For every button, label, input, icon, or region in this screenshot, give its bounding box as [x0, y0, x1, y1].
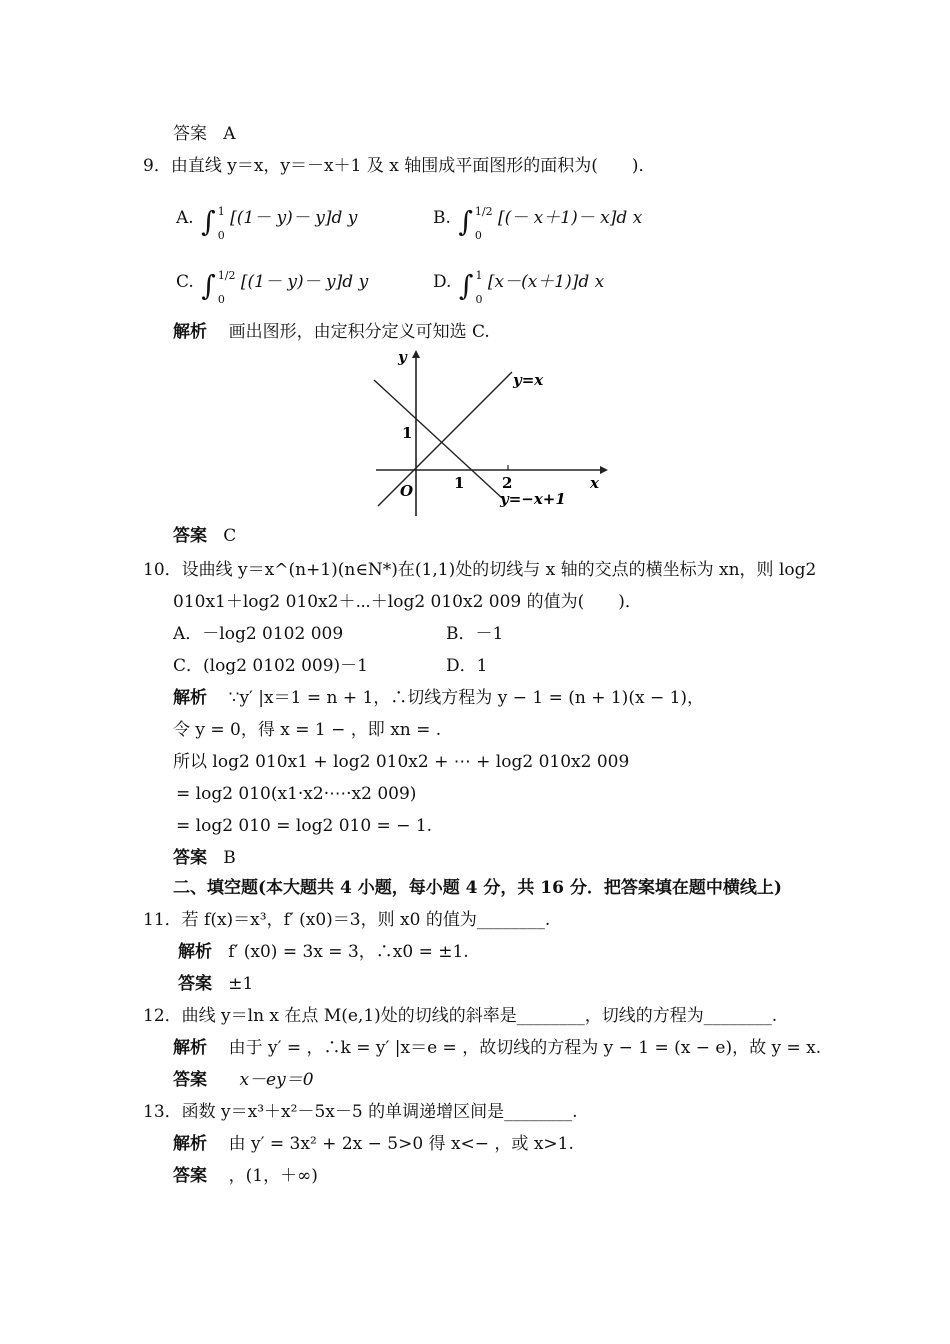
analysis-label: 解析 — [173, 322, 207, 342]
integral-sign-icon: ∫ — [201, 269, 216, 302]
y-axis-label: y — [398, 348, 407, 366]
q10-stem-line1: 10．设曲线 y＝x^(n+1)(n∈N*)在(1,1)处的切线与 x 轴的交点的横坐标为 xn，则 log2 — [143, 560, 817, 580]
tick-label-x1: 1 — [454, 474, 465, 492]
q10-analysis-line4: = log2 010(x1·x2·⋯·x2 009) — [176, 784, 417, 804]
answer-value: x－ey＝0 — [239, 1070, 314, 1090]
integral-limits — [218, 270, 236, 306]
q11-analysis — [178, 940, 469, 964]
origin-label: O — [400, 482, 414, 500]
lower-limit: 0 — [217, 229, 225, 242]
analysis-text: 由于 y′ = ，∴k = y′ |x＝e = ，故切线的方程为 y − 1 = (x − e)，故 y = x. — [228, 1038, 822, 1058]
integral-sign-icon: ∫ — [201, 205, 216, 238]
analysis-text: f′ (x0) = 3x = 3，∴x0 = ±1. — [228, 942, 469, 962]
answer-value: B — [223, 848, 236, 868]
q10-option-a: A．－log2 0102 009 — [173, 624, 344, 644]
q10-analysis-line3: 所以 log2 010x1 + log2 010x2 + ⋯ + log2 010x2 009 — [173, 752, 630, 772]
answer-label: 答案 — [173, 848, 207, 868]
line1-label: y=x — [513, 371, 544, 389]
q13-analysis — [173, 1132, 574, 1156]
tick-label-y1: 1 — [402, 424, 413, 442]
option-letter: D. — [433, 272, 452, 292]
q9-stem: 9．由直线 y＝x，y＝－x＋1 及 x 轴围成平面图形的面积为( )． — [143, 156, 656, 176]
integral-limits — [475, 270, 482, 306]
analysis-text: ∵y′ |x＝1 = n + 1，∴切线方程为 y − 1 = (n + 1)(x − 1)， — [228, 688, 705, 708]
tick-label-x2: 2 — [502, 474, 513, 492]
q10-option-c: C．(log2 0102 009)－1 — [173, 656, 368, 676]
q10-option-b: B．－1 — [446, 624, 504, 644]
q10-option-d: D．1 — [446, 656, 488, 676]
integrand: [(1－ y)－ y]d y — [240, 272, 369, 292]
analysis-label: 解析 — [173, 1134, 207, 1154]
answer-value: ，(1，＋∞) — [228, 1166, 318, 1186]
q9-option-c — [176, 270, 368, 306]
q12-answer — [173, 1068, 314, 1092]
line-y-equals-x — [378, 372, 512, 506]
answer-label: 答案 — [173, 1070, 207, 1090]
answer-label: 答案 — [173, 1166, 207, 1186]
lower-limit: 0 — [217, 293, 225, 306]
answer-value: A — [223, 124, 236, 144]
x-axis-label: x — [590, 474, 599, 492]
q8-answer — [173, 122, 236, 146]
answer-label: 答案 — [178, 974, 212, 994]
integrand: [(1－ y)－ y]d y — [230, 208, 358, 228]
integral-sign-icon: ∫ — [458, 269, 474, 302]
upper-limit: 1/2 — [474, 205, 493, 218]
answer-label: 答案 — [173, 526, 207, 546]
line-y-equals-neg-x-plus-1 — [374, 380, 502, 498]
q11-answer — [178, 972, 253, 996]
integral-sign-icon: ∫ — [458, 205, 473, 238]
q9-graph — [360, 348, 610, 518]
q12-stem: 12．曲线 y＝ln x 在点 M(e,1)处的切线的斜率是________，切线的方程为________. — [143, 1006, 778, 1026]
analysis-text: 画出图形，由定积分定义可知选 C. — [228, 322, 490, 342]
option-letter: A. — [176, 208, 194, 228]
q10-analysis-line1 — [173, 686, 704, 710]
analysis-label: 解析 — [178, 942, 212, 962]
option-letter: B. — [433, 208, 451, 228]
analysis-label: 解析 — [173, 688, 207, 708]
lower-limit: 0 — [475, 293, 483, 306]
q9-option-b — [433, 206, 642, 242]
integrand: [x－(x＋1)]d x — [487, 272, 605, 292]
q9-answer — [173, 524, 236, 548]
upper-limit: 1 — [217, 205, 225, 218]
answer-value: ±1 — [228, 974, 254, 994]
answer-label: 答案 — [173, 124, 207, 144]
q11-stem: 11．若 f(x)＝x³，f′ (x0)＝3，则 x0 的值为________. — [143, 910, 551, 930]
answer-value: C — [223, 526, 237, 546]
q10-answer — [173, 846, 236, 870]
q9-option-d — [433, 270, 604, 306]
q10-analysis-line5: = log2 010 = log2 010 = − 1. — [176, 816, 433, 836]
q10-analysis-line2: 令 y = 0，得 x = 1 − ，即 xn = . — [173, 720, 442, 740]
integral-limits — [475, 206, 493, 242]
q13-answer — [173, 1164, 318, 1188]
y-axis-arrow-icon — [412, 350, 420, 358]
section-heading: 二、填空题(本大题共 4 小题，每小题 4 分，共 16 分．把答案填在题中横线上) — [173, 878, 782, 898]
lower-limit: 0 — [474, 229, 482, 242]
q12-analysis — [173, 1036, 821, 1060]
x-axis-arrow-icon — [600, 466, 608, 474]
line2-label: y=−x+1 — [500, 490, 566, 508]
q10-stem-line2: 010x1＋log2 010x2＋⋯＋log2 010x2 009 的值为( )． — [173, 592, 642, 612]
q9-analysis — [173, 320, 490, 344]
upper-limit: 1/2 — [217, 269, 236, 282]
analysis-label: 解析 — [173, 1038, 207, 1058]
option-letter: C. — [176, 272, 194, 292]
integral-limits — [218, 206, 225, 242]
analysis-text: 由 y′ = 3x² + 2x − 5>0 得 x<− ，或 x>1. — [228, 1134, 574, 1154]
q9-option-a — [176, 206, 357, 242]
q13-stem: 13．函数 y＝x³＋x²－5x－5 的单调递增区间是________. — [143, 1102, 578, 1122]
integrand: [(－ x＋1)－ x]d x — [498, 208, 643, 228]
upper-limit: 1 — [475, 269, 483, 282]
